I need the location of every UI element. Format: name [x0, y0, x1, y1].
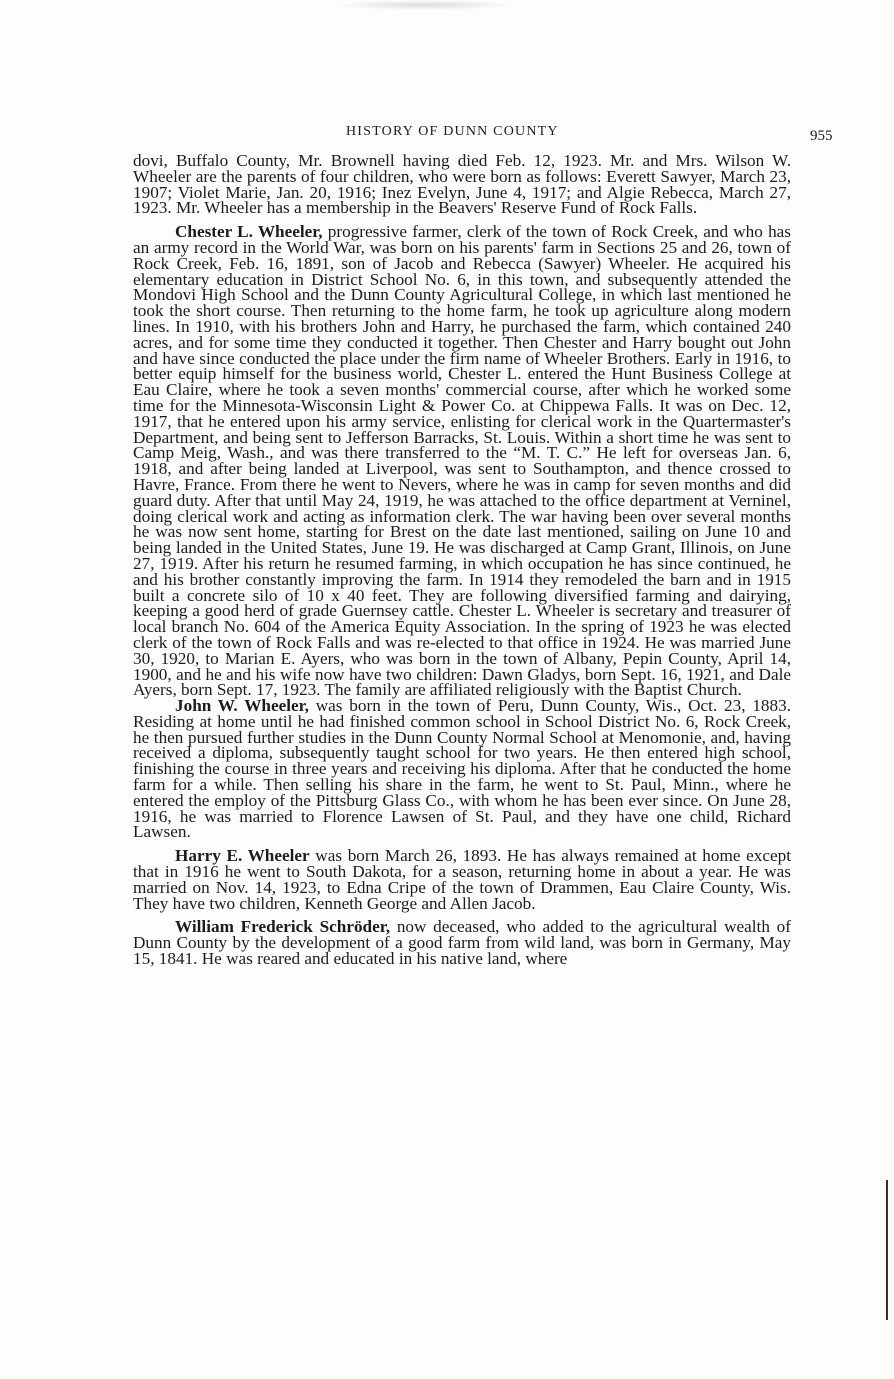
biography-name: Chester L. Wheeler,: [175, 222, 323, 242]
body-text: [133, 153, 791, 967]
paragraph-john-wheeler: [133, 698, 791, 840]
scan-artifact: [335, 0, 515, 10]
paragraph-chester-wheeler: [133, 224, 791, 698]
paragraph-text: dovi, Buffalo County, Mr. Brownell having died Feb. 12, 1923. Mr. and Mrs. Wilson W. Wheeler are the parents of four children, who were born as follows: Everett Sawyer, March 23, 1907; Violet Marie, Jan. 20, 1916; Inez Evelyn, June 4, 1917; and Algie Rebecca, March 27, 1923. Mr. Wheeler has a membership in the Beavers' Reserve Fund of Rock Falls.: [133, 151, 791, 218]
biography-name: Harry E. Wheeler: [175, 846, 310, 866]
page-edge-mark: [886, 1180, 888, 1320]
biography-name: John W. Wheeler,: [175, 696, 309, 716]
paragraph-text: was born in the town of Peru, Dunn County, Wis., Oct. 23, 1883. Residing at home until he had finished common school in School District No. 6, Rock Creek, he then pursued further studies in the Dunn County Normal School at Menomonie, and, having received a diploma, subsequently taught school for two years. He then entered high school, finishing the course in three years and receiving his diploma. After that he conducted the home farm for a while. Then selling his share in the farm, he went to St. Paul, Minn., where he entered the employ of the Pittsburg Glass Co., with whom he has been ever since. On June 28, 1916, he was married to Florence Lawsen of St. Paul, and they have one child, Richard Lawsen.: [133, 696, 791, 842]
paragraph-harry-wheeler: [133, 848, 791, 911]
page-number: 955: [810, 128, 833, 144]
paragraph-william-schroder: [133, 917, 791, 969]
paragraph-text: now deceased, who added to the agricultural wealth of Dunn County by the development of a good farm from wild land, was born in Germany, May 15, 1841. He was reared and educated in his native land, where: [133, 917, 791, 969]
paragraph-text: was born March 26, 1893. He has always remained at home except that in 1916 he went to South Dakota, for a season, returning home in about a year. He was married on Nov. 14, 1923, to Edna Cripe of the town of Drammen, Eau Claire County, Wis. They have two children, Kenneth George and Allen Jacob.: [133, 846, 791, 913]
paragraph-text: progressive farmer, clerk of the town of Rock Creek, and who has an army record in the World War, was born on his parents' farm in Sections 25 and 26, town of Rock Creek, Feb. 16, 1891, son of Jacob and Rebecca (Sawyer) Wheeler. He acquired his elementary education in District School No. 6, in this town, and subsequently attended the Mondovi High School and the Dunn County Agricultural College, in which last mentioned he took the short course. Then returning to the home farm, he took up agriculture along modern lines. In 1910, with his brothers John and Harry, he purchased the farm, which contained 240 acres, and for some time they conducted it together. Then Chester and Harry bought out John and have since conducted the place under the firm name of Wheeler Brothers. Early in 1916, to better equip himself for the business world, Chester L. entered the Hunt Business College at Eau Claire, where he took a seven months' commercial course, after which he worked some time for the Minnesota-Wisconsin Light & Power Co. at Chippewa Falls. It was on Dec. 12, 1917, that he entered upon his army service, enlisting for clerical work in the Quartermaster's Department, and being sent to Jefferson Barracks, St. Louis. Within a short time he was sent to Camp Meig, Wash., and was there transferred to the “M. T. C.” He left for overseas Jan. 6, 1918, and after being landed at Liverpool, was sent to Southampton, and thence crossed to Havre, France. From there he went to Nevers, where he was in camp for seven months and did guard duty. After that until May 24, 1919, he was attached to the office department at Verninel, doing clerical work and acting as information clerk. The war having been over several months he was now sent home, starting for Brest on the date last mentioned, sailing on June 10 and being landed in the United States, June 19. He was discharged at Camp Grant, Illinois, on June 27, 1919. After his return he resumed farming, in which occupation he has since continued, he and his brother constantly improving the farm. In 1914 they remodeled the barn and in 1915 built a concrete silo of 10 x 40 feet. They are following diversified farming and dairying, keeping a good herd of grade Guernsey cattle. Chester L. Wheeler is secretary and treasurer of local branch No. 604 of the America Equity Association. In the spring of 1923 he was elected clerk of the town of Rock Falls and was re-elected to that office in 1924. He was married June 30, 1920, to Marian E. Ayers, who was born in the town of Albany, Pepin County, April 14, 1900, and he and his wife now have two children: Dawn Gladys, born Sept. 16, 1921, and Dale Ayers, born Sept. 17, 1923. The family are affiliated religiously with the Baptist Church.: [133, 222, 791, 700]
running-header-title: HISTORY OF DUNN COUNTY: [346, 124, 559, 139]
biography-name: William Frederick Schröder,: [175, 917, 391, 937]
paragraph-wilson-continuation: [133, 153, 791, 216]
